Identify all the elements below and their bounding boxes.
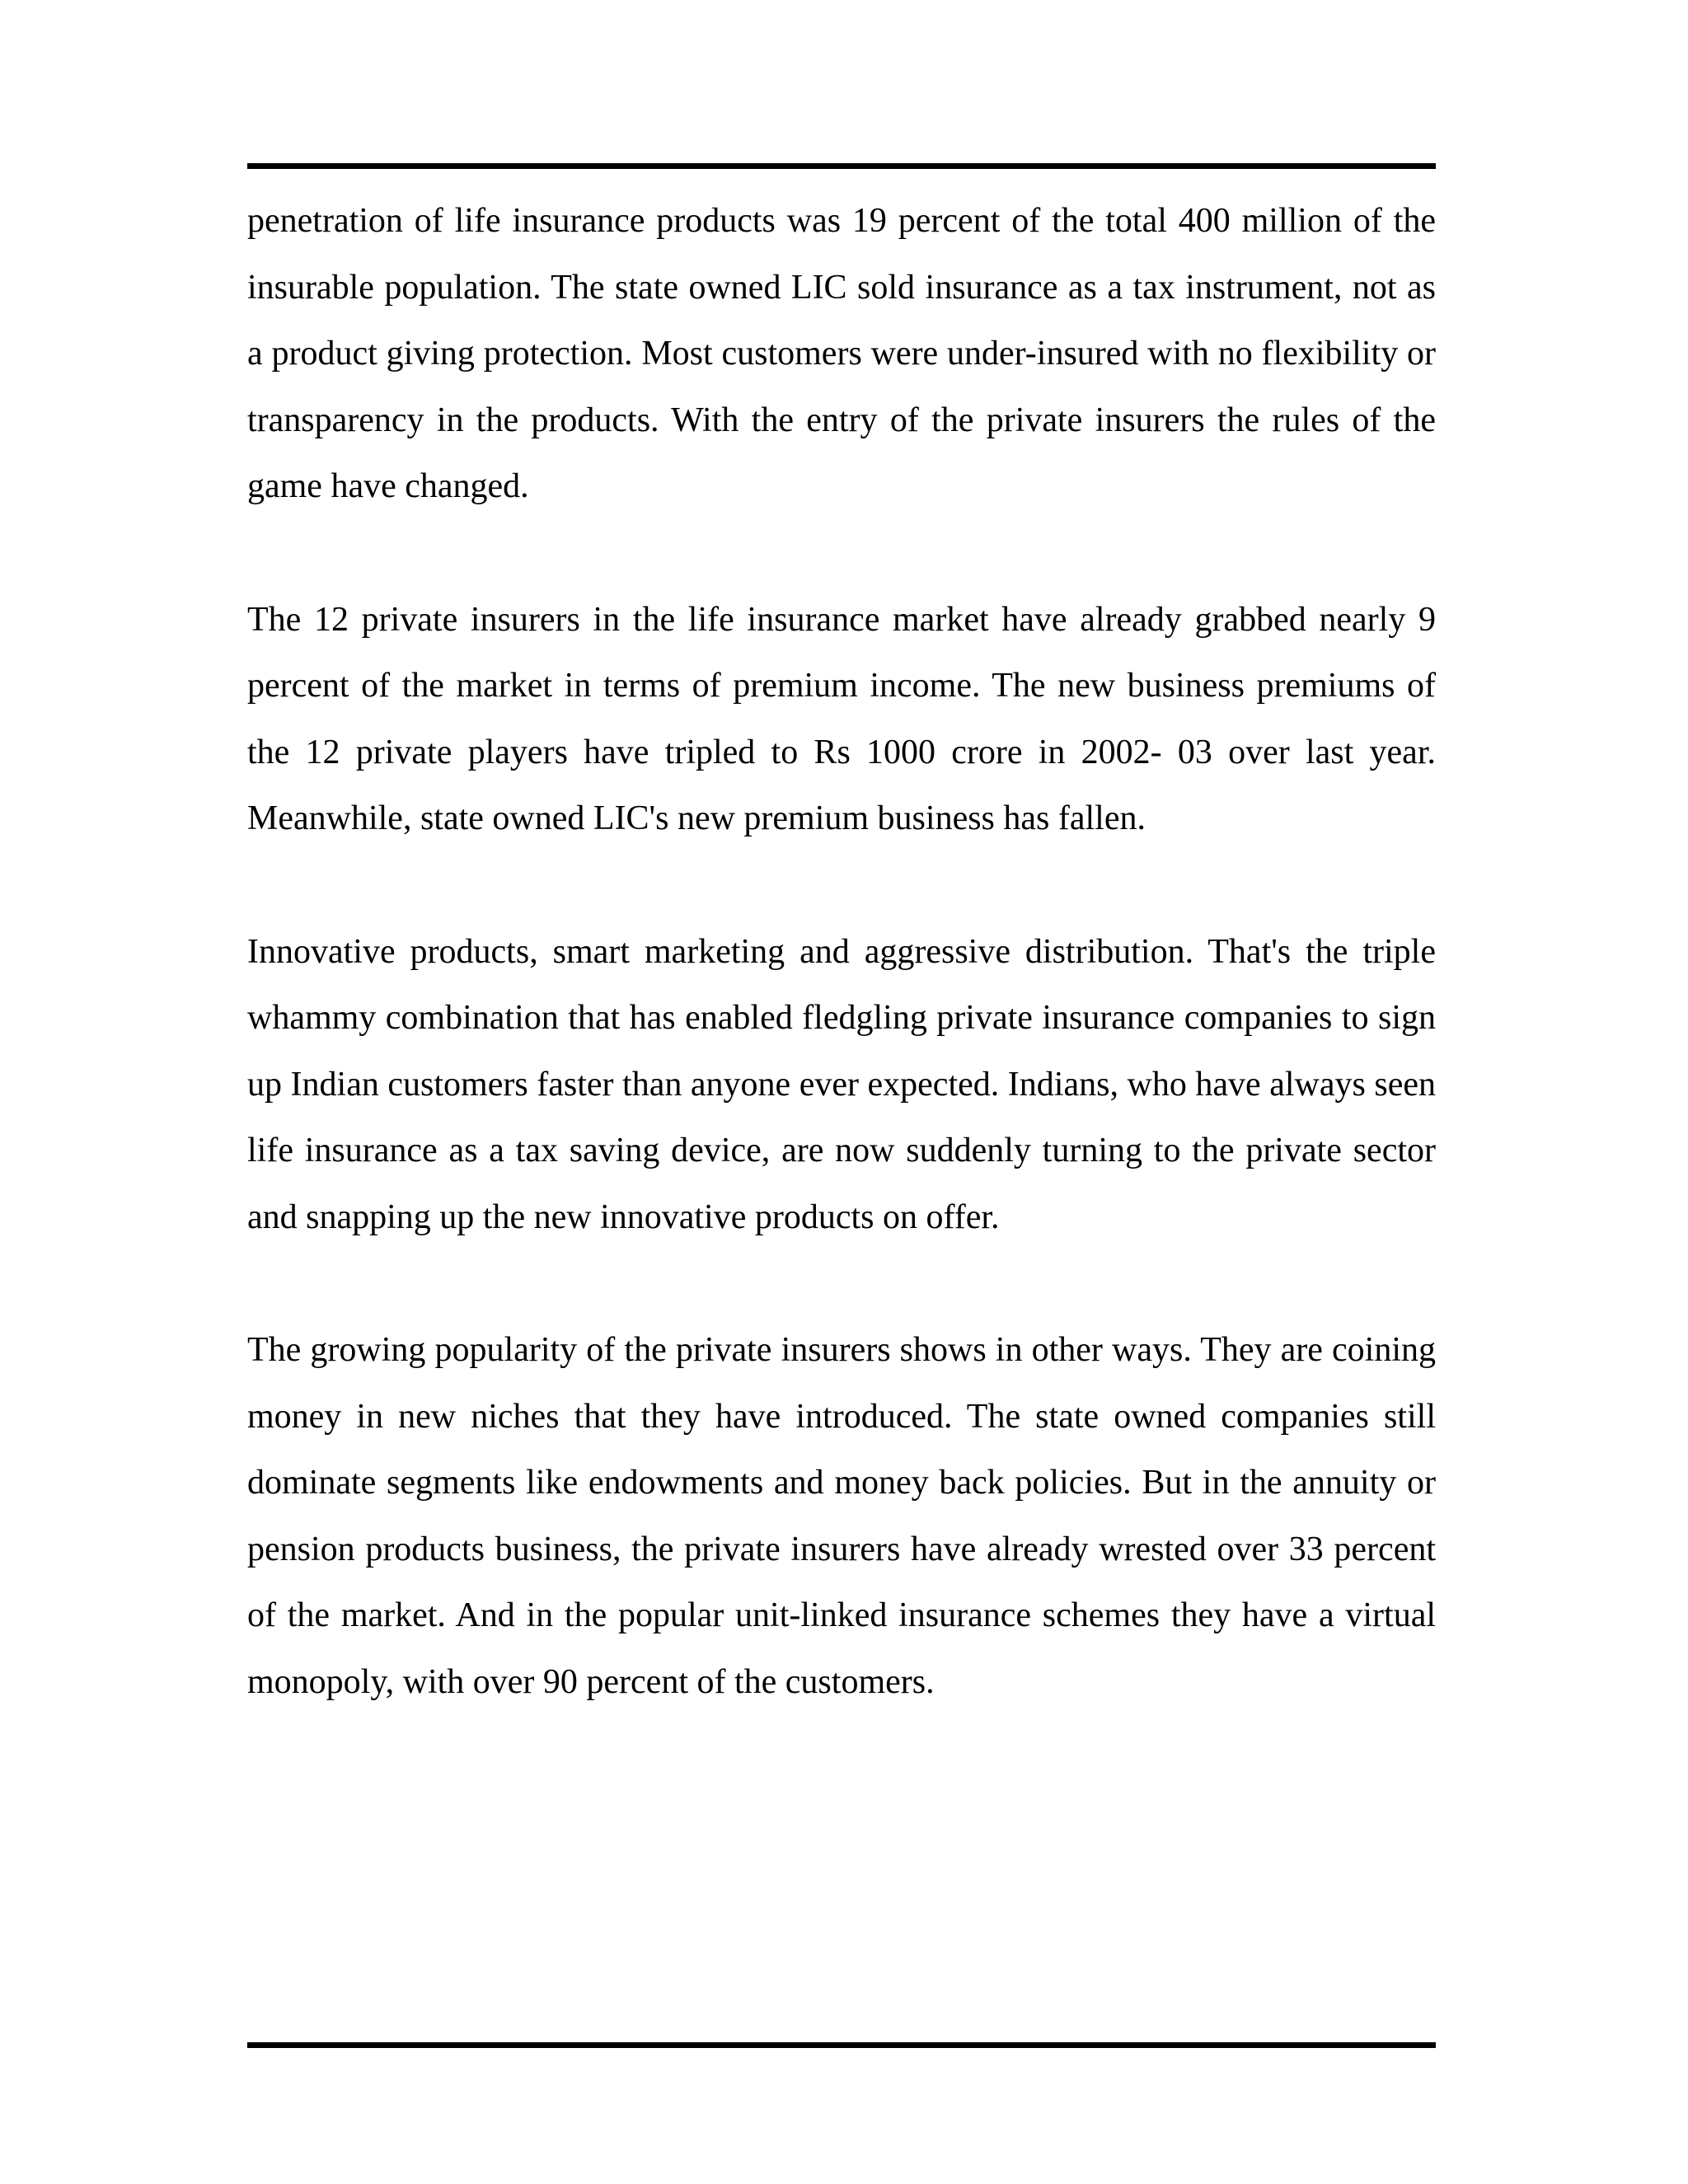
paragraph-4: The growing popularity of the private insurers shows in other ways. They are coining money in new niches that they have introduced. The state owned companies still dominate segments like endowments and money back policies. But in the annuity or pension products business, the private insurers have already wrested over 33 percent of the market. And in the popular unit-linked insurance schemes they have a virtual monopoly, with over 90 percent of the customers. bbox=[247, 1331, 1436, 1701]
header-rule bbox=[247, 163, 1436, 169]
paragraph-3: Innovative products, smart marketing and aggressive distribution. That's the triple whammy combination that has enabled fledgling private insurance companies to sign up Indian customers faster than anyone ever expected. Indians, who have always seen life insurance as a tax saving device, are now suddenly turning to the private sector and snapping up the new innovative products on offer. bbox=[247, 932, 1436, 1236]
body-text bbox=[247, 188, 1436, 1715]
paragraph-2: The 12 private insurers in the life insurance market have already grabbed nearly 9 percent of the market in terms of premium income. The new business premiums of the 12 private players have tripled to Rs 1000 crore in 2002- 03 over last year. Meanwhile, state owned LIC's new premium business has fallen. bbox=[247, 600, 1436, 837]
paragraph-1: penetration of life insurance products was 19 percent of the total 400 million of the insurable population. The state owned LIC sold insurance as a tax instrument, not as a product giving protection. Most customers were under-insured with no flexibility or transparency in the products. With the entry of the private insurers the rules of the game have changed. bbox=[247, 202, 1436, 505]
footer-rule bbox=[247, 2042, 1436, 2048]
